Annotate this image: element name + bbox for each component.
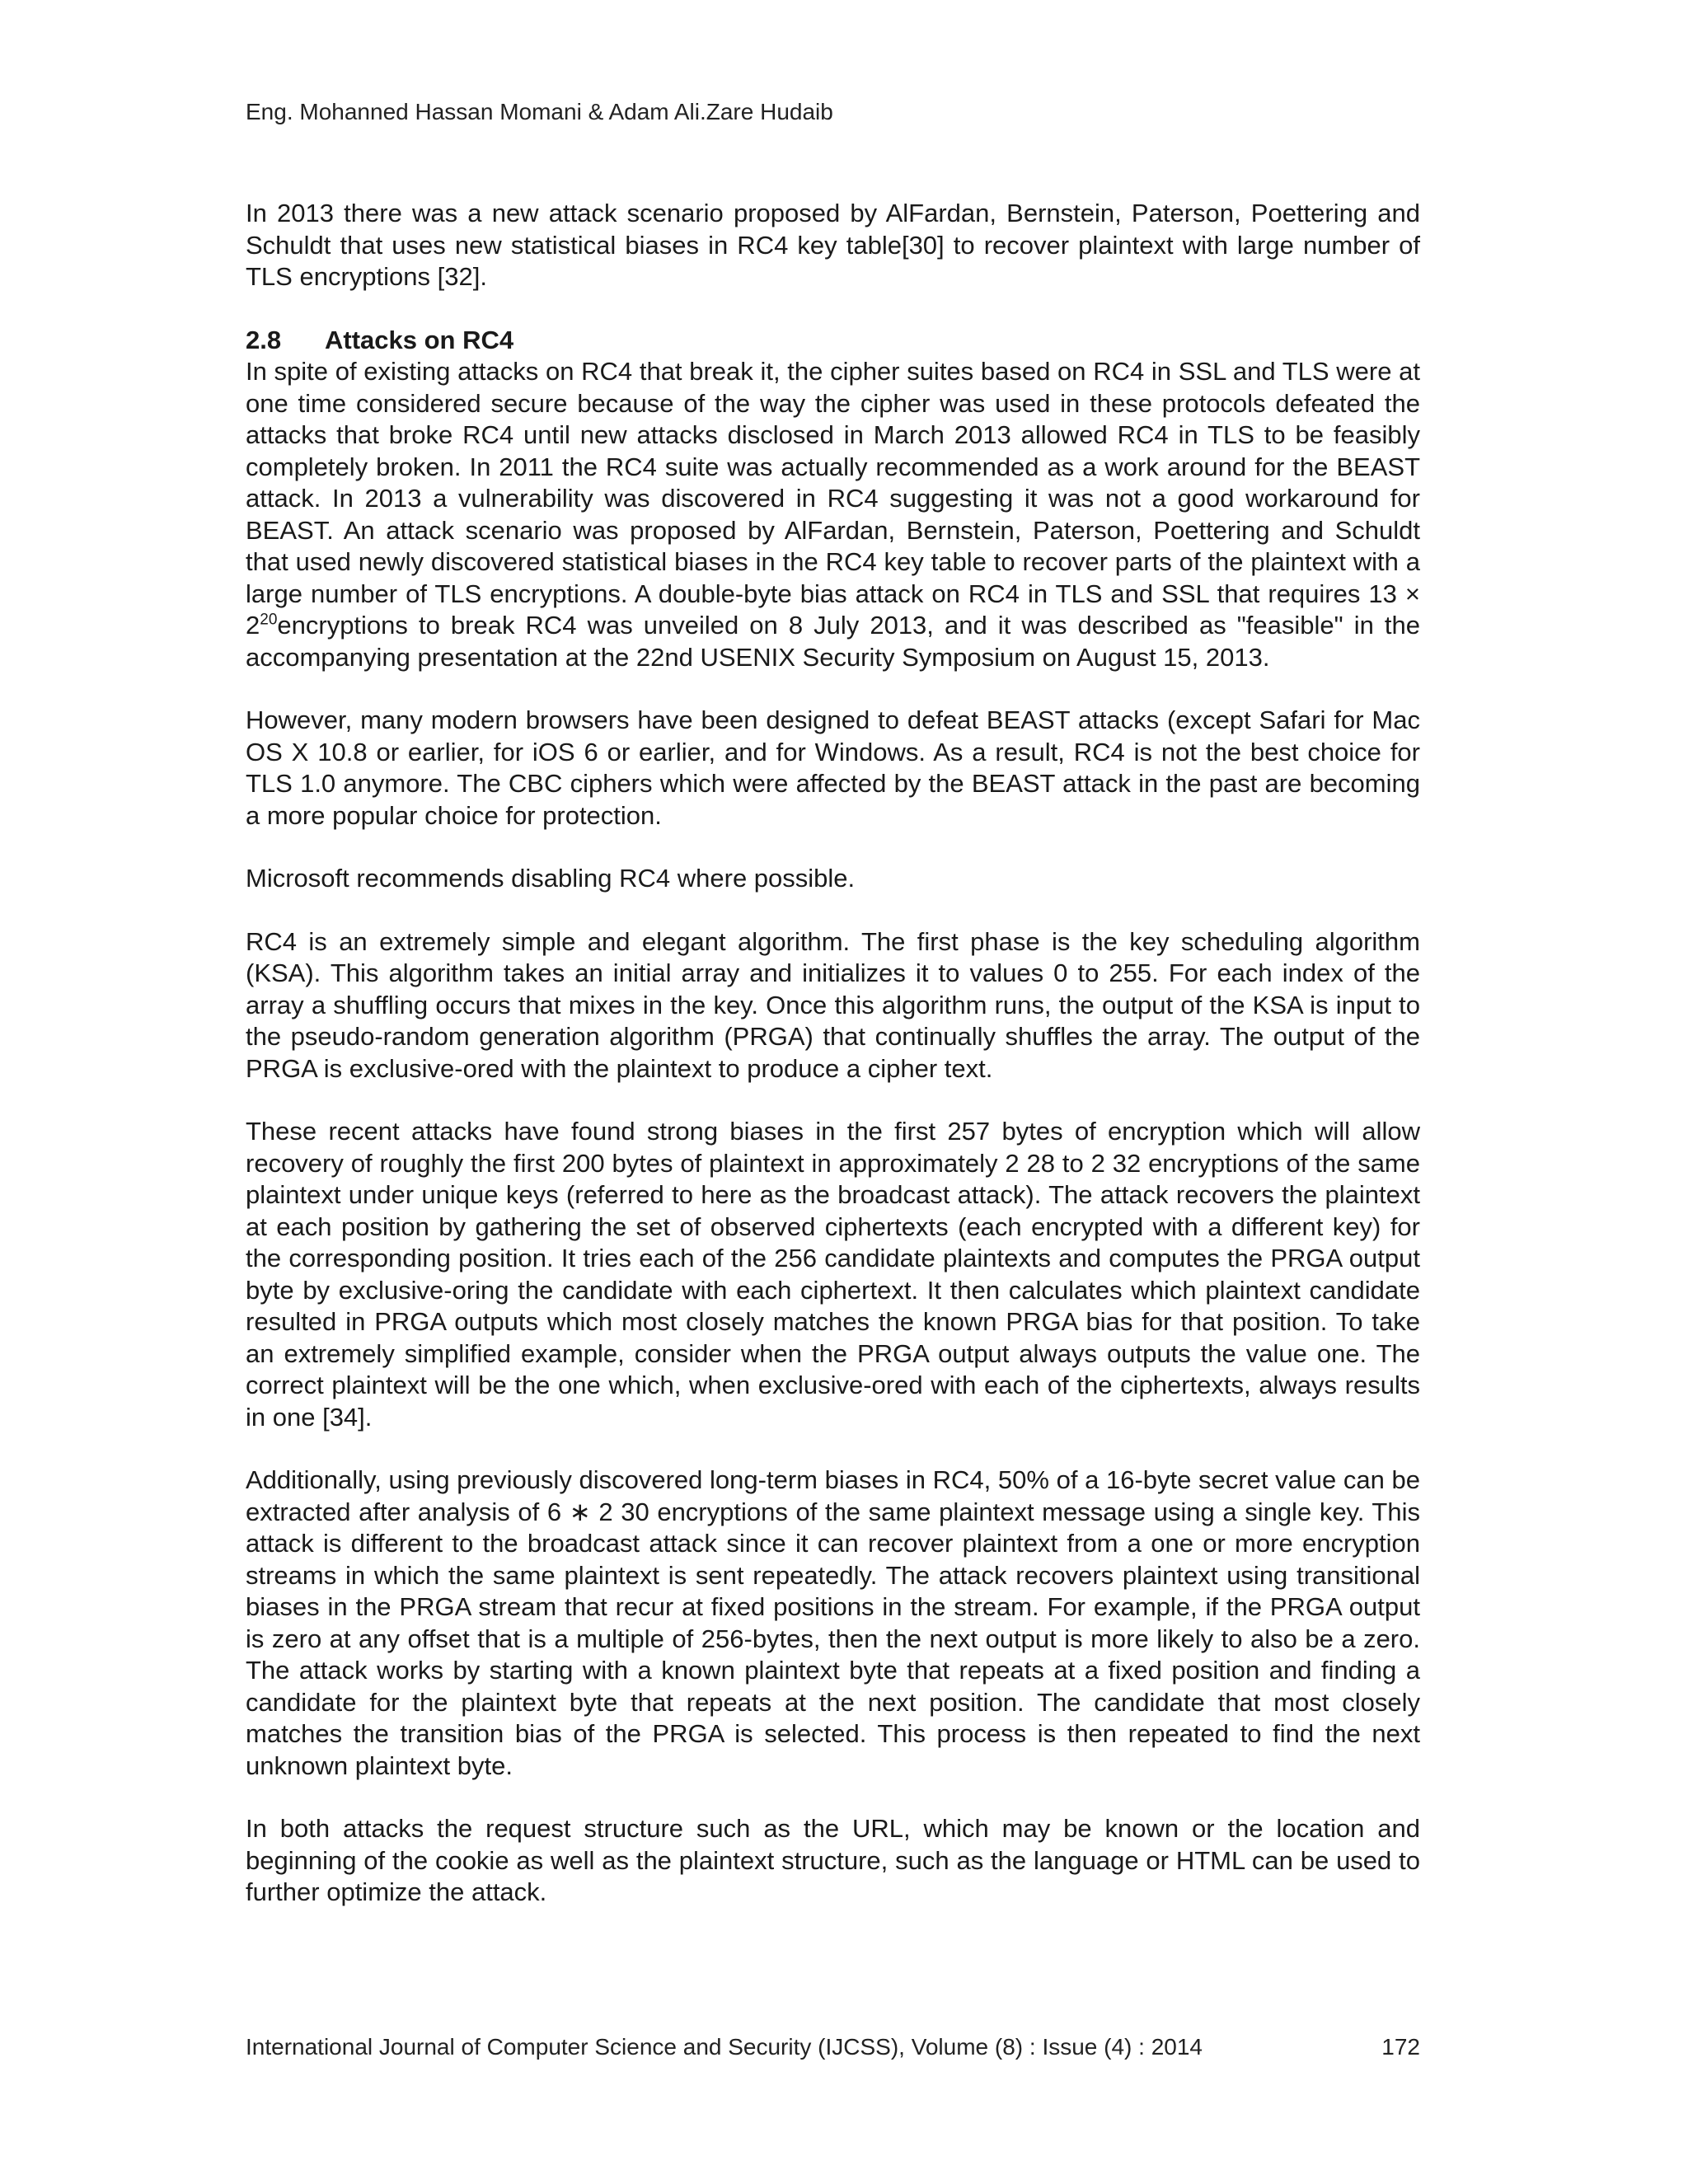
paragraph-rc4-algorithm: RC4 is an extremely simple and elegant algorithm. The first phase is the key scheduling algorithm (KSA). This algorithm takes an initial array and initializes it to values 0 to 255. For each index of the array a shuffling occurs that mixes in the key. Once this algorithm runs, the output of the KSA is input to the pseudo-random generation algorithm (PRGA) that continually shuffles the array. The output of the PRGA is exclusive-ored with the plaintext to produce a cipher text. [246, 926, 1420, 1083]
paragraph-attacks-history [246, 356, 1420, 673]
paragraph-attacks-history-text: In spite of existing attacks on RC4 that break it, the cipher suites based on RC4 in SSL and TLS were at one time considered secure because of the way the cipher was used in these protocols defeated the attacks that broke RC4 until new attacks disclosed in March 2013 allowed RC4 in TLS to be feasibly completely broken. In 2011 the RC4 suite was actually recommended as a work around for the BEAST attack. In 2013 a vulnerability was discovered in RC4 suggesting it was not a good workaround for BEAST. An attack scenario was proposed by AlFardan, Bernstein, Paterson, Poettering and Schuldt that used newly discovered statistical biases in the RC4 key table to recover parts of the plaintext with a large number of TLS encryptions. A double-byte bias attack on RC4 in TLS and SSL that requires 13 × 2 [246, 357, 1420, 640]
paragraph-long-term-biases: Additionally, using previously discovered long-term biases in RC4, 50% of a 16-byte secret value can be extracted after analysis of 6 ∗ 2 30 encryptions of the same plaintext message using a single key. This attack is different to the broadcast attack since it can recover plaintext from a one or more encryption streams in which the same plaintext is sent repeatedly. The attack recovers plaintext using transitional biases in the PRGA stream that recur at fixed positions in the stream. For example, if the PRGA output is zero at any offset that is a multiple of 256-bytes, then the next output is more likely to also be a zero. The attack works by starting with a known plaintext byte that repeats at a fixed position and finding a candidate for the plaintext byte that repeats at the next position. The candidate that most closely matches the transition bias of the PRGA is selected. This process is then repeated to find the next unknown plaintext byte. [246, 1465, 1420, 1780]
paragraph-attacks-history-text-cont: encryptions to break RC4 was unveiled on 8 July 2013, and it was described as "feasible" in the accompanying presentation at the 22nd USENIX Security Symposium on August 15, 2013. [246, 611, 1420, 672]
paragraph-beast-browsers: However, many modern browsers have been designed to defeat BEAST attacks (except Safari for Mac OS X 10.8 or earlier, for iOS 6 or earlier, and for Windows. As a result, RC4 is not the best choice for TLS 1.0 anymore. The CBC ciphers which were affected by the BEAST attack in the past are becoming a more popular choice for protection. [246, 705, 1420, 830]
section-number: 2.8 [246, 325, 282, 354]
paragraph-microsoft: Microsoft recommends disabling RC4 where possible. [246, 864, 856, 893]
running-header-authors: Eng. Mohanned Hassan Momani & Adam Ali.Zare Hudaib [246, 99, 833, 124]
body-content [246, 198, 1420, 1940]
paragraph-broadcast-attack: These recent attacks have found strong biases in the first 257 bytes of encryption which will allow recovery of roughly the first 200 bytes of plaintext in approximately 2 28 to 2 32 encryptions of the same plaintext under unique keys (referred to here as the broadcast attack). The attack recovers the plaintext at each position by gathering the set of observed ciphertexts (each encrypted with a different key) for the corresponding position. It tries each of the 256 candidate plaintexts and computes the PRGA output byte by exclusive-oring the candidate with each ciphertext. It then calculates which plaintext candidate resulted in PRGA outputs which most closely matches the known PRGA bias for that position. To take an extremely simplified example, consider when the PRGA output always outputs the value one. The correct plaintext will be the one which, when exclusive-ored with each of the ciphertexts, always results in one [34]. [246, 1117, 1420, 1432]
section-title: Attacks on RC4 [325, 325, 514, 354]
section-heading [246, 325, 1420, 357]
paragraph-optimization: In both attacks the request structure such as the URL, which may be known or the location and beginning of the cookie as well as the plaintext structure, such as the language or HTML can be used to further optimize the attack. [246, 1814, 1420, 1906]
footer-journal-citation: International Journal of Computer Science and Security (IJCSS), Volume (8) : Issue (4) : 2014 [246, 2034, 1203, 2060]
intro-paragraph: In 2013 there was a new attack scenario proposed by AlFardan, Bernstein, Paterson, Poettering and Schuldt that uses new statistical biases in RC4 key table[30] to recover plaintext with large number of TLS encryptions [32]. [246, 199, 1420, 291]
page-number: 172 [1381, 2034, 1420, 2060]
exponent-superscript: 20 [260, 611, 278, 629]
